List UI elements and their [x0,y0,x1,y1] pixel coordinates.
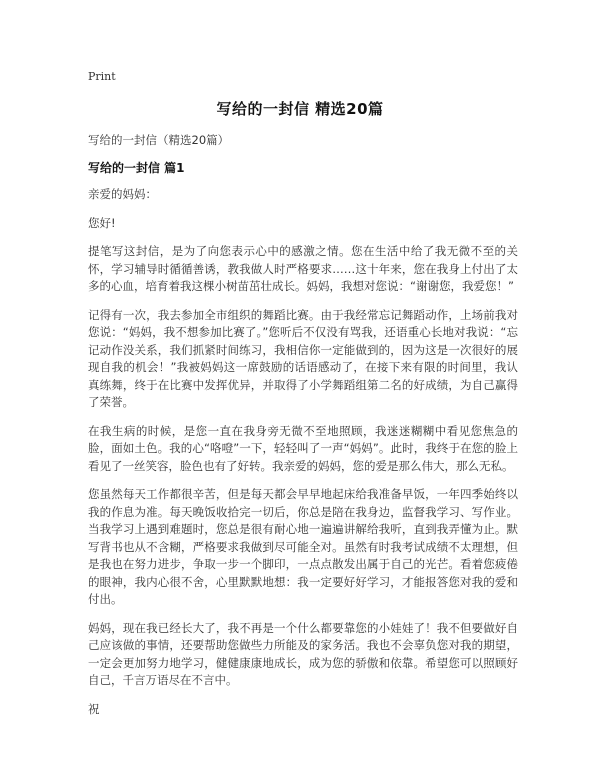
print-label[interactable]: Print [88,70,116,83]
letter-closing: 祝 [88,701,100,716]
letter-greeting: 亲爱的妈妈： [88,187,157,201]
letter-paragraph-1: 提笔写这封信，是为了向您表示心中的感激之情。您在生活中给了我无微不至的关怀，学习辅导时循循善诱，教我做人时严格要求……这十年来，您在我身上付出了太多的心血，培育着我这棵小树苗茁壮成长。妈妈，我想对您说：“谢谢您，我爱您！” [88,244,518,293]
letter-paragraph-5: 妈妈，现在我已经长大了，我不再是一个什么都要靠您的小娃娃了！我不但要做好自己应该做的事情，还要帮助您做些力所能及的家务活。我也不会辜负您对我的期望，一定会更加努力地学习，健健康康地成长，成为您的骄傲和依靠。希望您可以照顾好自己，千言万语尽在不言中。 [88,620,518,687]
letter-body [88,186,518,729]
letter-paragraph-3: 在我生病的时候，是您一直在我身旁无微不至地照顾，我迷迷糊糊中看见您焦急的脸，面如土色。我的心“咯噔”一下，轻轻叫了一声“妈妈”。此时，我终于在您的脸上看见了一丝笑容，脸色也有了好转。我亲爱的妈妈，您的爱是那么伟大，那么无私。 [88,423,518,473]
letter-hello: 您好! [88,215,116,230]
section-heading: 写给的一封信 篇1 [88,161,185,175]
letter-paragraph-4: 您虽然每天工作都很辛苦，但是每天都会早早地起床给我准备早饭，一年四季始终以我的作息为准。每天晚饭收拾完一切后，你总是陪在我身边，监督我学习、写作业。当我学习上遇到难题时，您总是很有耐心地一遍遍讲解给我听，直到我弄懂为止。默写背书也从不含糊，严格要求我做到尽可能全对。虽然有时我考试成绩不太理想，但是我也在努力进步，争取一步一个脚印，一点点散发出属于自己的光芒。看着您疲倦的眼神，我内心很不舍，心里默默地想：我一定要好好学习，才能报答您对我的爱和付出。 [88,487,518,606]
letter-paragraph-2: 记得有一次，我去参加全市组织的舞蹈比赛。由于我经常忘记舞蹈动作，上场前我对您说：“妈妈，我不想参加比赛了。”您听后不仅没有骂我，还语重心长地对我说：“忘记动作没关系，我们抓紧时间练习，我相信你一定能做到的，因为这是一次很好的展现自我的机会！”我被妈妈这一席鼓励的话语感动了，在接下来有限的时间里，我认真练舞，终于在比赛中发挥优异，并取得了小学舞蹈组第二名的好成绩，为自己赢得了荣誉。 [88,307,518,409]
document-title: 写给的一封信 精选20篇 [216,100,384,118]
document-subtitle: 写给的一封信（精选20篇） [88,133,230,147]
